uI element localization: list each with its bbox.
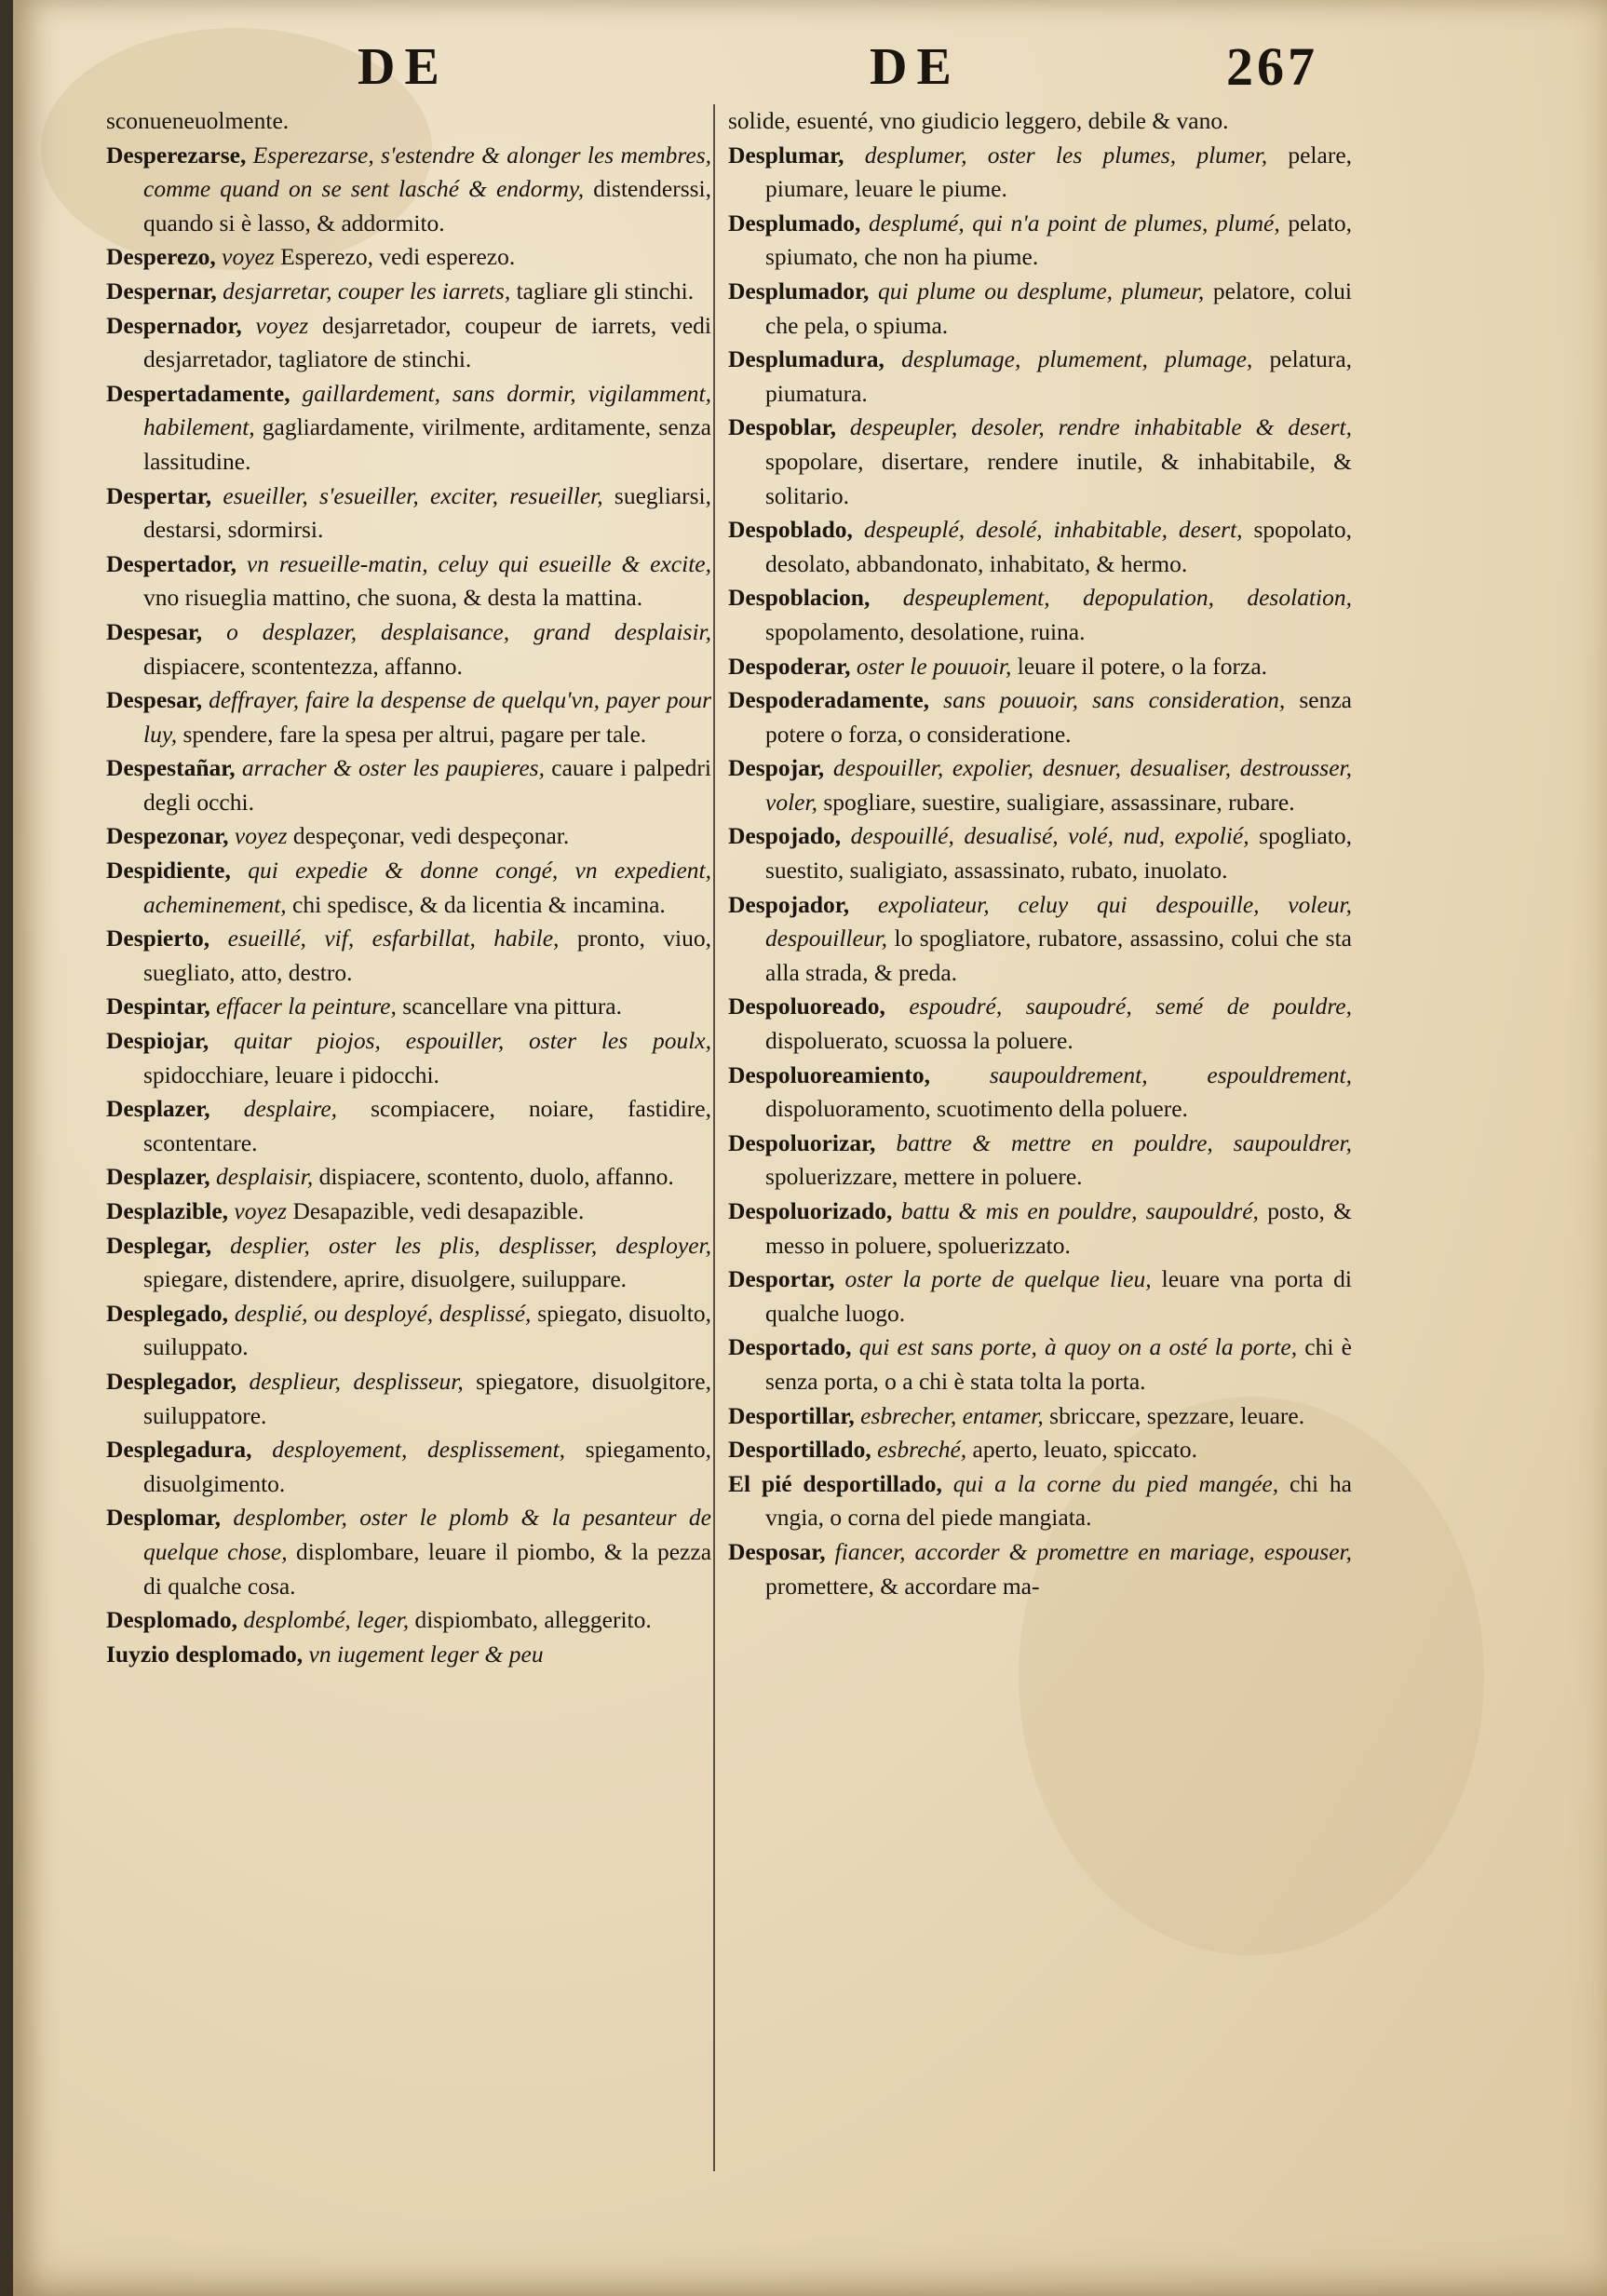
dictionary-entry xyxy=(106,275,711,309)
entry-italian: displombare, leuare il piombo, & la pezza di qualche cosa. xyxy=(143,1537,712,1600)
entry-italian: spopolare, disertare, rendere inutile, & inhabitabile, & solitario. xyxy=(765,447,1352,509)
entry-italian: pelatore, colui che pela, o spiuma. xyxy=(765,277,1352,339)
entry-french: voyez xyxy=(222,243,281,271)
entry-headword: Desposar, xyxy=(728,1537,835,1565)
entry-french: desplomber, oster le plomb & la pesanteur de quelque chose, xyxy=(143,1504,711,1565)
dictionary-entry xyxy=(728,411,1352,513)
entry-french: Esperezarse, s'estendre & alonger les membres, comme quand on se sent lasché & endormy, xyxy=(143,141,711,203)
entry-french: oster la porte de quelque lieu, xyxy=(844,1265,1162,1293)
dictionary-entry xyxy=(728,1433,1352,1467)
entry-french: despeuplé, desolé, inhabitable, desert, xyxy=(863,516,1254,544)
dictionary-entry xyxy=(106,1092,711,1160)
entry-french: effacer la peinture, xyxy=(216,993,403,1020)
entry-headword: Despoderadamente, xyxy=(728,686,944,714)
entry-french: qui a la corne du pied mangée, xyxy=(952,1469,1290,1497)
entry-french: desployement, desplissement, xyxy=(272,1436,586,1464)
entry-italian: leuare vna porta di qualche luogo. xyxy=(765,1265,1352,1327)
dictionary-entry xyxy=(106,819,711,854)
entry-french: desjarretar, couper les iarrets, xyxy=(223,277,517,304)
entry-italian: dispiacere, scontento, duolo, affanno. xyxy=(318,1163,674,1191)
entry-headword: Despernar, xyxy=(106,277,223,304)
dictionary-entry xyxy=(728,1399,1352,1434)
entry-headword: Despintar, xyxy=(106,993,217,1020)
entry-headword: Desplazible, xyxy=(106,1197,235,1224)
dictionary-entry xyxy=(106,1638,711,1672)
dictionary-entry xyxy=(106,615,711,683)
running-header-left: DE xyxy=(358,38,449,96)
entry-headword: Despiojar, xyxy=(106,1027,235,1055)
dictionary-entry xyxy=(728,1127,1352,1195)
entry-french: arracher & oster les paupieres, xyxy=(241,754,552,782)
entry-italian: dispiombato, alleggerito. xyxy=(414,1606,652,1634)
entry-continuation: sconueneuolmente. xyxy=(106,107,290,134)
entry-french: esueiller, s'esueiller, exciter, resueiller, xyxy=(223,481,614,509)
entry-french: voyez xyxy=(234,1197,293,1224)
dictionary-entry xyxy=(106,547,711,615)
entry-italian: Esperezo, vedi esperezo. xyxy=(280,243,516,271)
entry-italian: scancellare vna pittura. xyxy=(402,993,623,1020)
entry-italian: spogliare, suestire, sualigiare, assassinare, rubare. xyxy=(823,788,1295,816)
entry-french: oster le pouuoir, xyxy=(856,652,1018,680)
dictionary-entry xyxy=(106,683,711,751)
entry-italian: pelatura, piumatura. xyxy=(765,345,1353,407)
entry-italian: dispiacere, scontentezza, affanno. xyxy=(143,652,463,680)
entry-headword: Despertador, xyxy=(106,549,247,577)
entry-headword: Desplegadura, xyxy=(106,1436,273,1464)
entry-italian: dispoluoramento, scuotimento della poluere. xyxy=(765,1095,1188,1123)
dictionary-page xyxy=(13,0,1607,2296)
dictionary-entry xyxy=(728,650,1352,684)
entry-headword: Despesar, xyxy=(106,617,227,645)
dictionary-entry xyxy=(728,819,1352,887)
entry-italian: chi ha vngia, o corna del piede mangiata. xyxy=(765,1469,1353,1532)
entry-french: desplaire, xyxy=(243,1095,371,1123)
entry-french: desplié, ou desployé, desplissé, xyxy=(234,1299,538,1327)
entry-headword: Desplegado, xyxy=(106,1299,235,1327)
entry-italian: lo spogliatore, rubatore, assassino, colui che sta alla strada, & preda. xyxy=(765,925,1352,986)
entry-italian: spopolamento, desolatione, ruina. xyxy=(765,617,1086,645)
entry-italian: despeçonar, vedi despeçonar. xyxy=(292,822,570,850)
entry-french: qui expedie & donne congé, vn expedient, acheminement, xyxy=(143,857,711,918)
entry-italian: spendere, fare la spesa per altrui, pagare per tale. xyxy=(182,720,647,748)
entry-headword: Despoluoreamiento, xyxy=(728,1060,990,1088)
entry-headword: Despertadamente, xyxy=(106,379,303,407)
entry-french: espoudré, saupoudré, semé de pouldre, xyxy=(909,993,1353,1020)
dictionary-entry xyxy=(728,888,1352,991)
entry-french: despouiller, expolier, desnuer, desualiser, destrousser, voler, xyxy=(765,754,1352,816)
entry-italian: dispoluerato, scuossa la poluere. xyxy=(765,1027,1074,1055)
entry-french: voyez xyxy=(234,822,293,850)
dictionary-entry xyxy=(106,1365,711,1433)
entry-headword: Despoblacion, xyxy=(728,584,903,612)
running-header-right: DE xyxy=(870,38,961,96)
entry-french: esbrecher, entamer, xyxy=(860,1401,1050,1429)
entry-headword: Desplumadura, xyxy=(728,345,902,373)
entry-headword: Despoblar, xyxy=(728,413,850,441)
entry-italian: sbriccare, spezzare, leuare. xyxy=(1049,1401,1305,1429)
entry-italian: desjarretador, coupeur de iarrets, vedi desjarretador, tagliatore de stinchi. xyxy=(143,311,711,373)
entry-headword: Despierto, xyxy=(106,925,228,952)
dictionary-entry xyxy=(728,207,1352,275)
entry-headword: Despesar, xyxy=(106,686,209,714)
dictionary-entry xyxy=(728,1535,1352,1603)
dictionary-entry xyxy=(106,1229,711,1297)
entry-french: saupouldrement, espouldrement, xyxy=(989,1060,1352,1088)
entry-headword: Despidiente, xyxy=(106,857,249,885)
entry-headword: Desperezarse, xyxy=(106,141,253,169)
entry-italian: spiegare, distendere, aprire, disuolgere, suiluppare. xyxy=(143,1265,628,1293)
entry-french: despeupler, desoler, rendre inhabitable & desert, xyxy=(849,413,1352,441)
entry-french: voyez xyxy=(255,311,322,339)
dictionary-entry xyxy=(106,479,711,547)
dictionary-entry xyxy=(106,1501,711,1603)
entry-french: desplumer, oster les plumes, plumer, xyxy=(864,141,1289,169)
dictionary-entry xyxy=(728,683,1352,751)
entry-french: vn iugement leger & peu xyxy=(308,1640,544,1668)
dictionary-entry xyxy=(728,513,1352,581)
entry-french: o desplazer, desplaisance, grand desplaisir, xyxy=(226,617,711,645)
dictionary-entry xyxy=(728,275,1352,343)
entry-headword: Despoluorizado, xyxy=(728,1197,901,1224)
entry-french: qui plume ou desplume, plumeur, xyxy=(878,277,1213,304)
entry-french: despeuplement, depopulation, desolation, xyxy=(902,584,1352,612)
dictionary-entry xyxy=(106,1195,711,1229)
entry-headword: Despojador, xyxy=(728,890,878,918)
dictionary-entry xyxy=(106,922,711,990)
entry-french: fiancer, accorder & promettre en mariage, espouser, xyxy=(834,1537,1352,1565)
page-number: 267 xyxy=(1226,36,1318,97)
entry-french: desplumé, qui n'a point de plumes, plumé, xyxy=(869,209,1289,236)
entry-headword: Desplumado, xyxy=(728,209,870,236)
entry-italian: vno risueglia mattino, che suona, & desta la mattina. xyxy=(143,584,643,612)
right-column xyxy=(728,104,1352,1603)
dictionary-entry xyxy=(728,1263,1352,1330)
entry-french: sans pouuoir, sans consideration, xyxy=(943,686,1300,714)
entry-french: expoliateur, celuy qui despouille, voleur, despouilleur, xyxy=(765,890,1352,952)
entry-italian: spopolato, desolato, abbandonato, inhabitato, & hermo. xyxy=(765,516,1352,577)
entry-french: desplumage, plumement, plumage, xyxy=(901,345,1270,373)
entry-french: desplombé, leger, xyxy=(243,1606,415,1634)
entry-italian: pelato, spiumato, che non ha piume. xyxy=(765,209,1352,271)
dictionary-entry xyxy=(728,751,1352,819)
entry-headword: Desplazer, xyxy=(106,1095,244,1123)
dictionary-entry xyxy=(106,990,711,1024)
entry-french: despouillé, desualisé, volé, nud, expolié, xyxy=(850,822,1260,850)
dictionary-entry xyxy=(728,581,1352,649)
entry-italian: senza potere o forza, o consideratione. xyxy=(765,686,1353,748)
entry-italian: spogliato, suestito, sualigiato, assassinato, rubato, inuolato. xyxy=(765,822,1353,885)
dictionary-entry xyxy=(728,1330,1352,1398)
entry-italian: aperto, leuato, spiccato. xyxy=(972,1436,1197,1464)
dictionary-entry xyxy=(106,1603,711,1638)
entry-headword: Desplomado, xyxy=(106,1606,244,1634)
entry-continuation: solide, esuenté, vno giudicio leggero, debile & vano. xyxy=(728,107,1229,134)
entry-headword: Desportillar, xyxy=(728,1401,861,1429)
dictionary-entry xyxy=(106,104,711,139)
entry-italian: Desapazible, vedi desapazible. xyxy=(292,1197,585,1224)
entry-italian: cauare i palpedri degli occhi. xyxy=(143,754,711,816)
entry-french: esueillé, vif, esfarbillat, habile, xyxy=(227,925,577,952)
dictionary-entry xyxy=(106,1297,711,1365)
entry-headword: Despojado, xyxy=(728,822,851,850)
entry-italian: leuare il potere, o la forza. xyxy=(1017,652,1268,680)
entry-french: esbreché, xyxy=(877,1436,973,1464)
dictionary-entry xyxy=(728,139,1352,207)
entry-headword: Desplumar, xyxy=(728,141,865,169)
entry-italian: spiegamento, disuolgimento. xyxy=(143,1436,711,1497)
dictionary-entry xyxy=(106,139,711,241)
dictionary-entry xyxy=(728,1467,1352,1535)
entry-headword: Desplomar, xyxy=(106,1504,234,1532)
entry-french: deffrayer, faire la despense de quelqu'vn, payer pour luy, xyxy=(143,686,711,748)
entry-headword: Desperezo, xyxy=(106,243,223,271)
entry-headword: Desportar, xyxy=(728,1265,845,1293)
dictionary-entry xyxy=(728,990,1352,1058)
entry-headword: Despestañar, xyxy=(106,754,242,782)
dictionary-entry xyxy=(106,751,711,819)
entry-headword: Desplazer, xyxy=(106,1163,217,1191)
dictionary-entry xyxy=(106,854,711,922)
entry-french: quitar piojos, espouiller, oster les poulx, xyxy=(234,1027,711,1055)
entry-french: battre & mettre en pouldre, saupouldrer, xyxy=(896,1128,1352,1156)
entry-french: desplaisir, xyxy=(216,1163,319,1191)
dictionary-entry xyxy=(106,377,711,479)
entry-headword: Despernador, xyxy=(106,311,256,339)
entry-headword: Desplegador, xyxy=(106,1367,250,1395)
entry-french: qui est sans porte, à quoy on a osté la porte, xyxy=(858,1333,1305,1361)
column-divider xyxy=(713,104,715,2171)
entry-italian: spoluerizzare, mettere in poluere. xyxy=(765,1163,1083,1191)
dictionary-entry xyxy=(106,1024,711,1092)
dictionary-entry xyxy=(106,1433,711,1501)
entry-french: desplier, oster les plis, desplisser, desployer, xyxy=(230,1231,711,1259)
dictionary-entry xyxy=(728,1059,1352,1127)
entry-italian: tagliare gli stinchi. xyxy=(516,277,695,304)
entry-italian: spiegatore, disuolgitore, suiluppatore. xyxy=(143,1367,711,1429)
entry-headword: Iuyzio desplomado, xyxy=(106,1640,309,1668)
entry-italian: distenderssi, quando si è lasso, & addormito. xyxy=(143,175,711,236)
entry-headword: Despoblado, xyxy=(728,516,864,544)
entry-french: gaillardement, sans dormir, vigilamment, habilement, xyxy=(143,379,711,441)
entry-french: vn resueille-matin, celuy qui esueille & excite, xyxy=(246,549,711,577)
entry-headword: Desplumador, xyxy=(728,277,879,304)
dictionary-entry xyxy=(728,104,1352,139)
entry-italian: scompiacere, noiare, fastidire, scontentare. xyxy=(143,1095,711,1156)
entry-italian: promettere, & accordare ma- xyxy=(765,1572,1040,1600)
entry-headword: Desportillado, xyxy=(728,1436,878,1464)
entry-italian: spidocchiare, leuare i pidocchi. xyxy=(143,1060,439,1088)
entry-italian: spiegato, disuolto, suiluppato. xyxy=(143,1299,711,1361)
entry-italian: chi è senza porta, o a chi è stata tolta la porta. xyxy=(765,1333,1352,1395)
entry-italian: chi spedisce, & da licentia & incamina. xyxy=(292,890,666,918)
entry-headword: Despoluorizar, xyxy=(728,1128,897,1156)
dictionary-entry xyxy=(106,309,711,377)
dictionary-entry xyxy=(728,1195,1352,1263)
entry-italian: pronto, viuo, suegliato, atto, destro. xyxy=(143,925,711,986)
dictionary-entry xyxy=(106,1160,711,1195)
entry-headword: Despoluoreado, xyxy=(728,993,910,1020)
entry-headword: Despezonar, xyxy=(106,822,235,850)
entry-headword: Despojar, xyxy=(728,754,833,782)
left-column xyxy=(106,104,711,1671)
entry-headword: Desportado, xyxy=(728,1333,859,1361)
entry-headword: Despoderar, xyxy=(728,652,857,680)
entry-italian: posto, & messo in poluere, spoluerizzato. xyxy=(765,1197,1352,1259)
entry-headword: El pié desportillado, xyxy=(728,1469,953,1497)
dictionary-entry xyxy=(106,240,711,275)
dictionary-entry xyxy=(728,343,1352,411)
entry-headword: Despertar, xyxy=(106,481,223,509)
entry-italian: pelare, piumare, leuare le piume. xyxy=(765,141,1353,203)
entry-italian: gagliardamente, virilmente, arditamente, senza lassitudine. xyxy=(143,413,711,475)
entry-french: battu & mis en pouldre, saupouldré, xyxy=(900,1197,1268,1224)
entry-headword: Desplegar, xyxy=(106,1231,231,1259)
entry-italian: suegliarsi, destarsi, sdormirsi. xyxy=(143,481,711,544)
entry-french: desplieur, desplisseur, xyxy=(249,1367,477,1395)
